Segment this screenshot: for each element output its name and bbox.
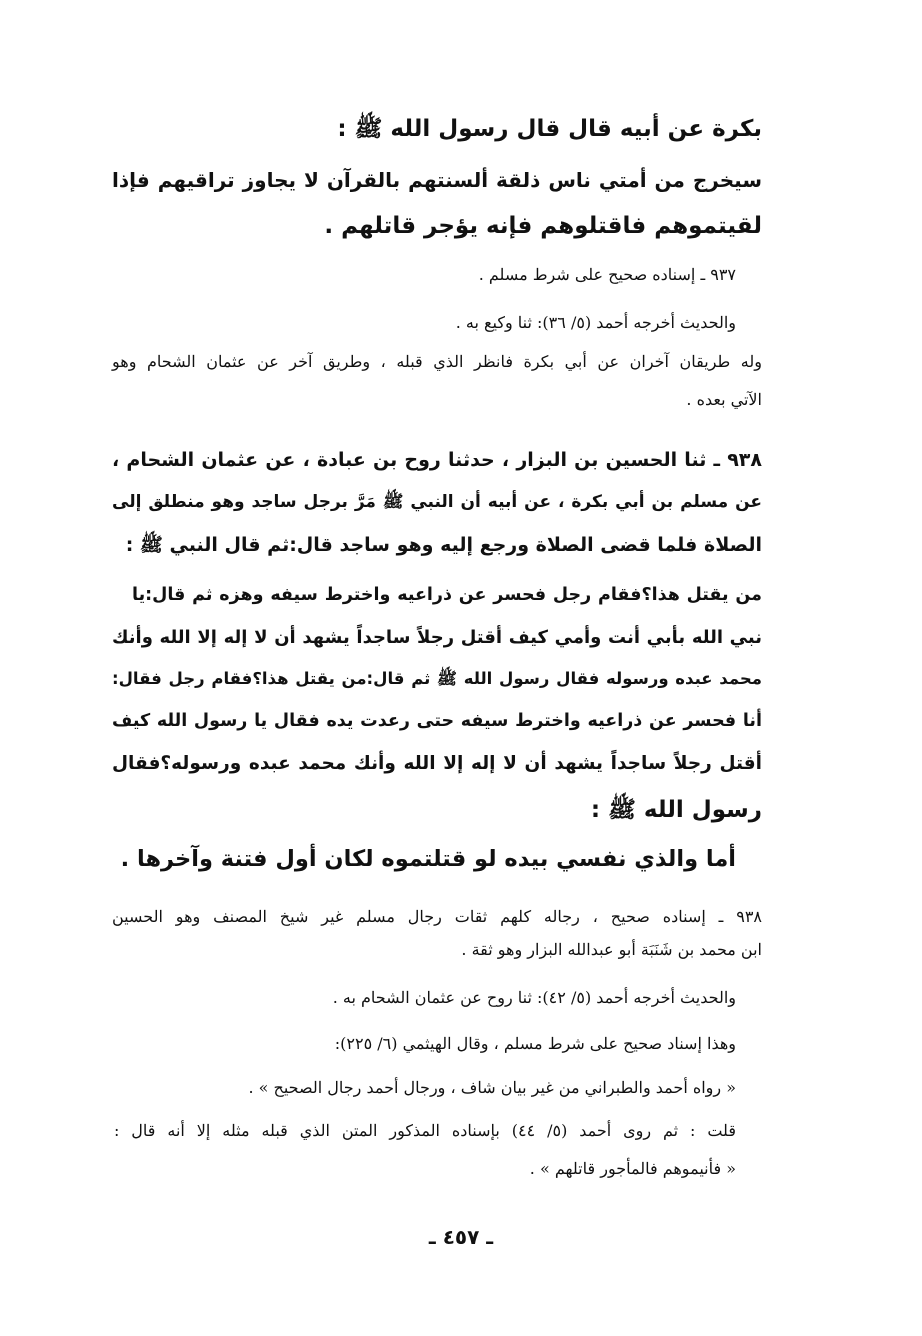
footnote-938-line-5: « رواه أحمد والطبراني من غير بيان شاف ، ورجال أحمد رجال الصحيح » .: [248, 1078, 736, 1097]
hadith-938-line-6: محمد عبده ورسوله فقال رسول الله ﷺ ثم قال:من يقتل هذا؟فقام رجل فقال:: [112, 669, 762, 688]
hadith-938-line-2: عن مسلم بن أبي بكرة ، عن أبيه أن النبي ﷺ مَرَّ برجل ساجد وهو منطلق إلى: [112, 492, 762, 512]
footnote-938-line-2: ابن محمد بن شَنَبَة أبو عبدالله البزار وهو ثقة .: [461, 940, 762, 959]
hadith-938-line-5: نبي الله بأبي أنت وأمي كيف أقتل رجلاً ساجداً يشهد أن لا إله إلا الله وأنك: [112, 627, 762, 648]
page-number: ـ ٤٥٧ ـ: [428, 1225, 494, 1249]
hadith-938-line-3: الصلاة فلما قضى الصلاة ورجع إليه وهو ساجد قال:ثم قال النبي ﷺ :: [125, 534, 762, 556]
footnote-937-line-2: والحديث أخرجه أحمد (٥/ ٣٦): ثنا وكيع به .: [455, 313, 736, 332]
footnote-938-line-4: وهذا إسناد صحيح على شرط مسلم ، وقال الهيثمي (٦/ ٢٢٥):: [334, 1034, 736, 1053]
footnote-937-line-3: وله طريقان آخران عن أبي بكرة فانظر الذي قبله ، وطريق آخر عن عثمان الشحام وهو: [112, 352, 762, 371]
hadith-938-line-1: ٩٣٨ ـ ثنا الحسين بن البزار ، حدثنا روح بن عبادة ، عن عثمان الشحام ،: [112, 449, 762, 471]
hadith-938-line-4: من يقتل هذا؟فقام رجل فحسر عن ذراعيه واخترط سيفه وهزه ثم قال:يا: [132, 585, 762, 605]
hadith-938-line-9: رسول الله ﷺ :: [590, 797, 762, 823]
footnote-938-line-3: والحديث أخرجه أحمد (٥/ ٤٢): ثنا روح عن عثمان الشحام به .: [332, 988, 736, 1007]
footnote-937-line-4: الآتي بعده .: [686, 390, 762, 409]
footnote-938-line-6: قلت : ثم روى أحمد (٥/ ٤٤) بإسناده المذكور المتن الذي قبله مثله إلا أنه قال :: [114, 1121, 736, 1140]
footnote-938-line-1: ٩٣٨ ـ إسناده صحيح ، رجاله كلهم ثقات رجال مسلم غير شيخ المصنف وهو الحسين: [112, 907, 762, 926]
hadith-938-line-10: أما والذي نفسي بيده لو قتلتموه لكان أول فتنة وآخرها .: [120, 846, 736, 872]
text-line-2: سيخرج من أمتي ناس ذلقة ألسنتهم بالقرآن لا يجاوز تراقيهم فإذا: [112, 168, 762, 192]
text-line-3: لقيتموهم فاقتلوهم فإنه يؤجر قاتلهم .: [324, 213, 762, 239]
footnote-938-line-7: « فأنيموهم فالمأجور قاتلهم » .: [529, 1159, 736, 1178]
hadith-938-line-7: أنا فحسر عن ذراعيه واخترط سيفه حتى رعدت يده فقال يا رسول الله كيف: [112, 711, 762, 731]
hadith-938-line-8: أقتل رجلاً ساجداً يشهد أن لا إله إلا الله وأنك محمد عبده ورسوله؟فقال: [112, 753, 762, 774]
footnote-937-line-1: ٩٣٧ ـ إسناده صحيح على شرط مسلم .: [478, 265, 736, 284]
text-line-1: بكرة عن أبيه قال قال رسول الله ﷺ :: [337, 116, 762, 142]
